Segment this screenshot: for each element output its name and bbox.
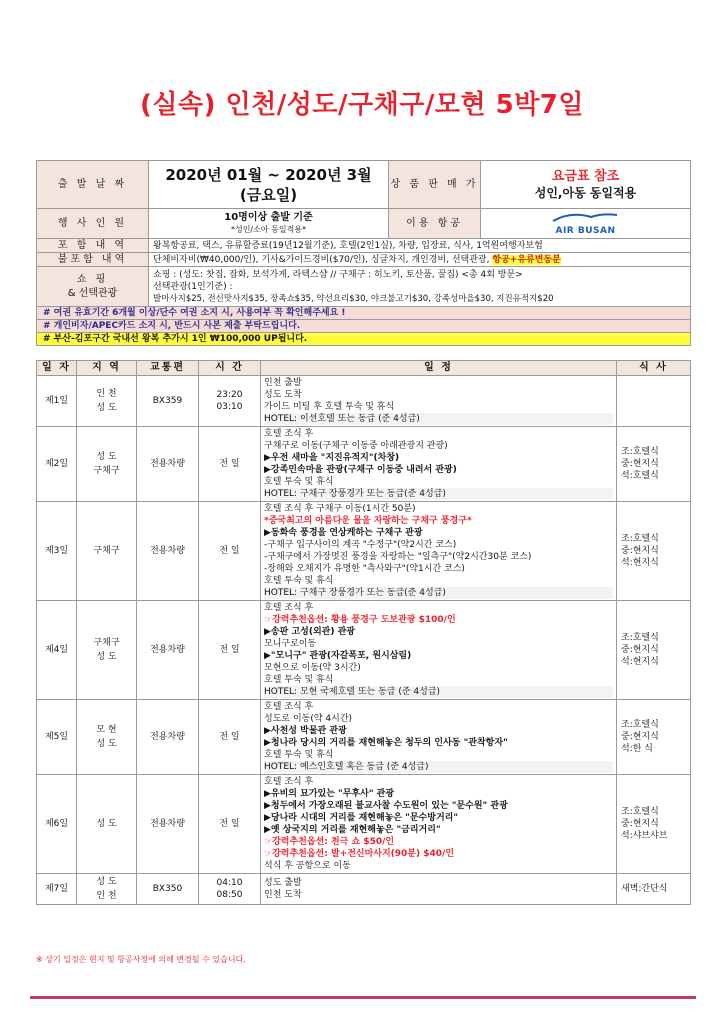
schedule-line: 호텔 조식 후: [264, 429, 314, 439]
schedule-line: ▶청나라 당시의 거리를 재현해놓은 청두의 인사동 "관착항자": [264, 738, 508, 748]
meal-item: 조:호텔식: [621, 633, 659, 643]
shop-line3: 발마사지$25, 전신맛사지$35, 장족쇼$35, 약선요리$30, 야크불고기$30, 강족성마을$30, 지진유적지$20: [153, 293, 554, 304]
time-value: 전 일: [219, 732, 240, 742]
time-value: 전 일: [219, 645, 240, 655]
schedule-cell: [261, 700, 617, 775]
schedule-line: ▶강족민속마을 관광(구채구 이동중 내려서 관광): [264, 465, 457, 475]
day-label: 제1일: [37, 376, 77, 427]
shop-label2: & 선택관광: [67, 287, 118, 299]
header-meals: 식 사: [617, 361, 691, 376]
schedule-line: ▶동화속 풍경을 연상케하는 구채구 관광: [264, 528, 423, 538]
schedule-line: ▶청두에서 가장오래된 불교사찰 수도원이 있는 "문수원" 관광: [264, 801, 508, 811]
note-passport: # 여권 유효기간 6개월 이상/단수 여권 소지 시, 사용여부 꼭 확인해주세요 !: [37, 307, 691, 320]
itinerary-row: [37, 376, 691, 427]
region-name: 성 도: [96, 652, 117, 662]
meal-item: 조:호텔식: [621, 447, 659, 457]
meal-item: 석:한 식: [621, 744, 653, 754]
schedule-line: 호텔 조식 후: [264, 777, 314, 787]
schedule-line: ☞강력추천옵션: 천극 쇼 $50/인: [264, 837, 395, 847]
transport-cell: BX359: [137, 376, 199, 427]
shop-label1: 쇼 핑: [76, 273, 109, 285]
itinerary-row: [37, 502, 691, 601]
region-name: 성 도: [96, 739, 117, 749]
schedule-line: 호텔 투숙 및 휴식: [264, 675, 334, 685]
time-cell: [199, 601, 261, 700]
region-name: 인 천: [96, 389, 117, 399]
meals-cell: [617, 775, 691, 874]
header-time: 시 간: [199, 361, 261, 376]
schedule-cell: [261, 775, 617, 874]
schedule-line: ▶"모니구" 관광(자갈폭포, 원시삼림): [264, 651, 412, 661]
time-value: 전 일: [219, 546, 240, 556]
depart-label: 출 발 날 짜: [37, 161, 149, 209]
region-cell: [77, 601, 137, 700]
meals-cell: [617, 874, 691, 905]
time-cell: [199, 700, 261, 775]
meals-cell: [617, 427, 691, 502]
schedule-line: 모현으로 이동(약 3시간): [264, 663, 361, 673]
schedule-line: -구채구 입구사이의 계곡 "수정구"(약2시간 코스): [264, 540, 457, 550]
header-region: 지 역: [77, 361, 137, 376]
meal-item: 중:현지식: [621, 645, 659, 655]
header-day: 일 자: [37, 361, 77, 376]
time-cell: [199, 502, 261, 601]
people-line1: 10명이상 출발 기준: [224, 211, 313, 223]
transport-cell: 전용차량: [137, 427, 199, 502]
day-label: 제6일: [37, 775, 77, 874]
depart-dates: [149, 161, 389, 209]
region-name: 구채구: [93, 638, 120, 648]
hotel-line: HOTEL: 모현 국제호텔 또는 동급 (준 4성급): [264, 686, 613, 698]
itinerary-row: [37, 700, 691, 775]
schedule-line: 가이드 미팅 후 호텔 투숙 및 휴식: [264, 402, 395, 412]
schedule-line: -장해와 오채지가 유명한 "측사와구"(약1시간 코스): [264, 564, 465, 574]
itinerary-row: [37, 601, 691, 700]
airline-name: AIR BUSAN: [555, 225, 616, 236]
schedule-line: 호텔 조식 후: [264, 603, 314, 613]
meal-item: 조:호텔식: [621, 534, 659, 544]
schedule-line: 호텔 투숙 및 휴식: [264, 477, 334, 487]
time-value: 04:10: [216, 878, 243, 888]
hotel-line: HOTEL: 이션호텔 또는 동급 (준 4성급): [264, 413, 613, 425]
meal-item: 중:현지식: [621, 546, 659, 556]
region-cell: [77, 874, 137, 905]
depart-line1: 2020년 01월 ~ 2020년 3월: [165, 165, 372, 184]
meal-item: 중:현지식: [621, 459, 659, 469]
region-cell: [77, 700, 137, 775]
hotel-line: HOTEL: 구채구 장풍경가 또는 동급(준 4성급): [264, 587, 613, 599]
airline-label: 이용 항공: [389, 209, 481, 239]
schedule-line: ▶유비의 묘가있는 "무후사" 관광: [264, 789, 395, 799]
region-name: 모 현: [96, 725, 117, 735]
schedule-line: ▶당나라 시대의 거리를 재현해놓은 "문수방거리": [264, 813, 459, 823]
itinerary-row: [37, 775, 691, 874]
shop-cell: [149, 267, 691, 307]
meal-item: 중:현지식: [621, 732, 659, 742]
exclude-highlight: 항공+유류변동분: [492, 254, 561, 265]
region-name: 성 도: [96, 403, 117, 413]
meal-item: 중:현지식: [621, 819, 659, 829]
schedule-line: 인천 도착: [264, 890, 302, 900]
meal-item: 석:샤브샤브: [621, 831, 668, 841]
hotel-line: HOTEL: 예스인호텔 혹은 동급 (준 4성급): [264, 761, 613, 773]
schedule-cell: [261, 601, 617, 700]
meal-item: 새벽:간단식: [621, 884, 668, 894]
airline-logo: [481, 209, 691, 239]
region-name: 성 도: [96, 452, 117, 462]
region-name: 성 도: [96, 877, 117, 887]
time-cell: [199, 427, 261, 502]
schedule-cell: [261, 376, 617, 427]
schedule-line: 호텔 투숙 및 휴식: [264, 750, 334, 760]
schedule-cell: [261, 874, 617, 905]
time-value: 03:10: [216, 402, 243, 412]
schedule-line: ▶우전 새마을 "지진유적지"(차창): [264, 453, 400, 463]
region-name: 성 도: [96, 819, 117, 829]
day-label: 제7일: [37, 874, 77, 905]
sale-label: 상 품 판 매 가: [389, 161, 481, 209]
time-value: 08:50: [216, 890, 243, 900]
time-value: 23:20: [216, 390, 243, 400]
product-info-table: [36, 160, 691, 346]
include-label: 포 함 내 역: [37, 239, 149, 253]
exclude-cell: [149, 253, 691, 267]
day-label: 제4일: [37, 601, 77, 700]
meal-item: 석:호텔식: [621, 471, 659, 481]
transport-cell: 전용차량: [137, 601, 199, 700]
schedule-line: ▶옛 상국지의 거리를 재현해놓은 "금리거리": [264, 825, 441, 835]
day-label: 제5일: [37, 700, 77, 775]
header-schedule: 일 정: [261, 361, 617, 376]
exclude-label: 불포함 내역: [37, 253, 149, 267]
shop-label: [37, 267, 149, 307]
schedule-line: 성도 출발: [264, 878, 302, 888]
region-name: 인 천: [96, 891, 117, 901]
time-cell: [199, 376, 261, 427]
itinerary-row: [37, 427, 691, 502]
region-name: 구채구: [93, 546, 120, 556]
schedule-line: 석식 후 공항으로 이동: [264, 861, 351, 871]
page-title: (실속) 인천/성도/구채구/모현 5박7일: [139, 90, 585, 120]
hotel-line: HOTEL: 구채구 장풍경가 또는 동급(준 4성급): [264, 488, 613, 500]
schedule-line: -구채구에서 가장멋진 풍경을 자랑하는 "일측구"(약2시간30분 코스): [264, 552, 532, 562]
include-text: 왕복항공료, 택스, 유류할증료(19년12월기준), 호텔(2인1실), 차량, 입장료, 식사, 1억원여행자보험: [149, 239, 691, 253]
meal-item: 석:현지식: [621, 558, 659, 568]
people-label: 행 사 인 원: [37, 209, 149, 239]
transport-cell: 전용차량: [137, 775, 199, 874]
region-cell: [77, 502, 137, 601]
schedule-cell: [261, 502, 617, 601]
air-busan-logo-icon: [551, 211, 621, 225]
transport-cell: 전용차량: [137, 502, 199, 601]
people-line2: *성인/소아 동일적용*: [230, 224, 307, 234]
footnote: ※ 상기 일정은 현지 및 항공사정에 의해 변경될 수 있습니다.: [36, 955, 246, 964]
meals-cell: [617, 502, 691, 601]
day-label: 제2일: [37, 427, 77, 502]
transport-cell: 전용차량: [137, 700, 199, 775]
schedule-line: 호텔 투숙 및 휴식: [264, 576, 334, 586]
region-cell: [77, 427, 137, 502]
time-value: 전 일: [219, 819, 240, 829]
meal-item: 조:호텔식: [621, 807, 659, 817]
bottom-divider: [30, 996, 696, 999]
schedule-line: *중국최고의 아름다운 물을 자랑하는 구채구 풍경구*: [264, 516, 472, 526]
meal-item: 조:호텔식: [621, 720, 659, 730]
transport-cell: BX350: [137, 874, 199, 905]
schedule-line: ▶사천성 박물관 관광: [264, 726, 347, 736]
day-label: 제3일: [37, 502, 77, 601]
region-cell: [77, 376, 137, 427]
meals-cell: [617, 700, 691, 775]
note-visa: # 개인비자/APEC카드 소지 시, 반드시 사본 제출 부탁드립니다.: [37, 320, 691, 333]
time-cell: [199, 775, 261, 874]
shop-line1: 쇼핑 : (성도: 찻집, 잡화, 보석가게, 라텍스샵 // 구채구 : 히노키, 토산품, 꿀집) <총 4회 방문>: [153, 269, 523, 280]
meal-item: 석:현지식: [621, 657, 659, 667]
time-cell: [199, 874, 261, 905]
schedule-line: 호텔 조식 후: [264, 702, 314, 712]
exclude-text: 단체비자비(₩40,000/인), 기사&가이드경비($70/인), 싱글차지, 개인경비, 선택관광,: [153, 254, 490, 265]
shop-line2: 선택관광(1인기준) :: [153, 281, 233, 292]
region-name: 구채구: [93, 466, 120, 476]
itinerary-table: [36, 360, 691, 905]
price-line2: 성인,아동 동일적용: [534, 186, 637, 200]
schedule-line: 인천 출발: [264, 378, 302, 388]
schedule-cell: [261, 427, 617, 502]
schedule-line: ☞강력추천옵션: 발+전신마사지(90분) $40/인: [264, 849, 455, 859]
header-transport: 교통편: [137, 361, 199, 376]
note-domestic: # 부산-김포구간 국내선 왕복 추가시 1인 ₩100,000 UP됩니다.: [37, 333, 691, 346]
schedule-line: 성도로 이동(약 4시간): [264, 714, 353, 724]
schedule-line: 모니구로이동: [264, 639, 317, 649]
schedule-line: 구채구로 이동(구채구 이동중 아래관광지 관광): [264, 441, 448, 451]
meals-cell: [617, 601, 691, 700]
depart-line2: (금요일): [239, 185, 298, 204]
people-cell: [149, 209, 389, 239]
region-cell: [77, 775, 137, 874]
itinerary-row: [37, 874, 691, 905]
price-cell: [481, 161, 691, 209]
schedule-line: 호텔 조식 후 구채구 이동(1시간 50분): [264, 504, 416, 514]
time-value: 전 일: [219, 459, 240, 469]
price-line1: 요금표 참조: [551, 169, 620, 184]
meals-cell: [617, 376, 691, 427]
schedule-line: ☞강력추천옵션: 황용 풍경구 도보관광 $100/인: [264, 615, 456, 625]
schedule-line: ▶송판 고성(외관) 관광: [264, 627, 355, 637]
schedule-line: 성도 도착: [264, 390, 302, 400]
